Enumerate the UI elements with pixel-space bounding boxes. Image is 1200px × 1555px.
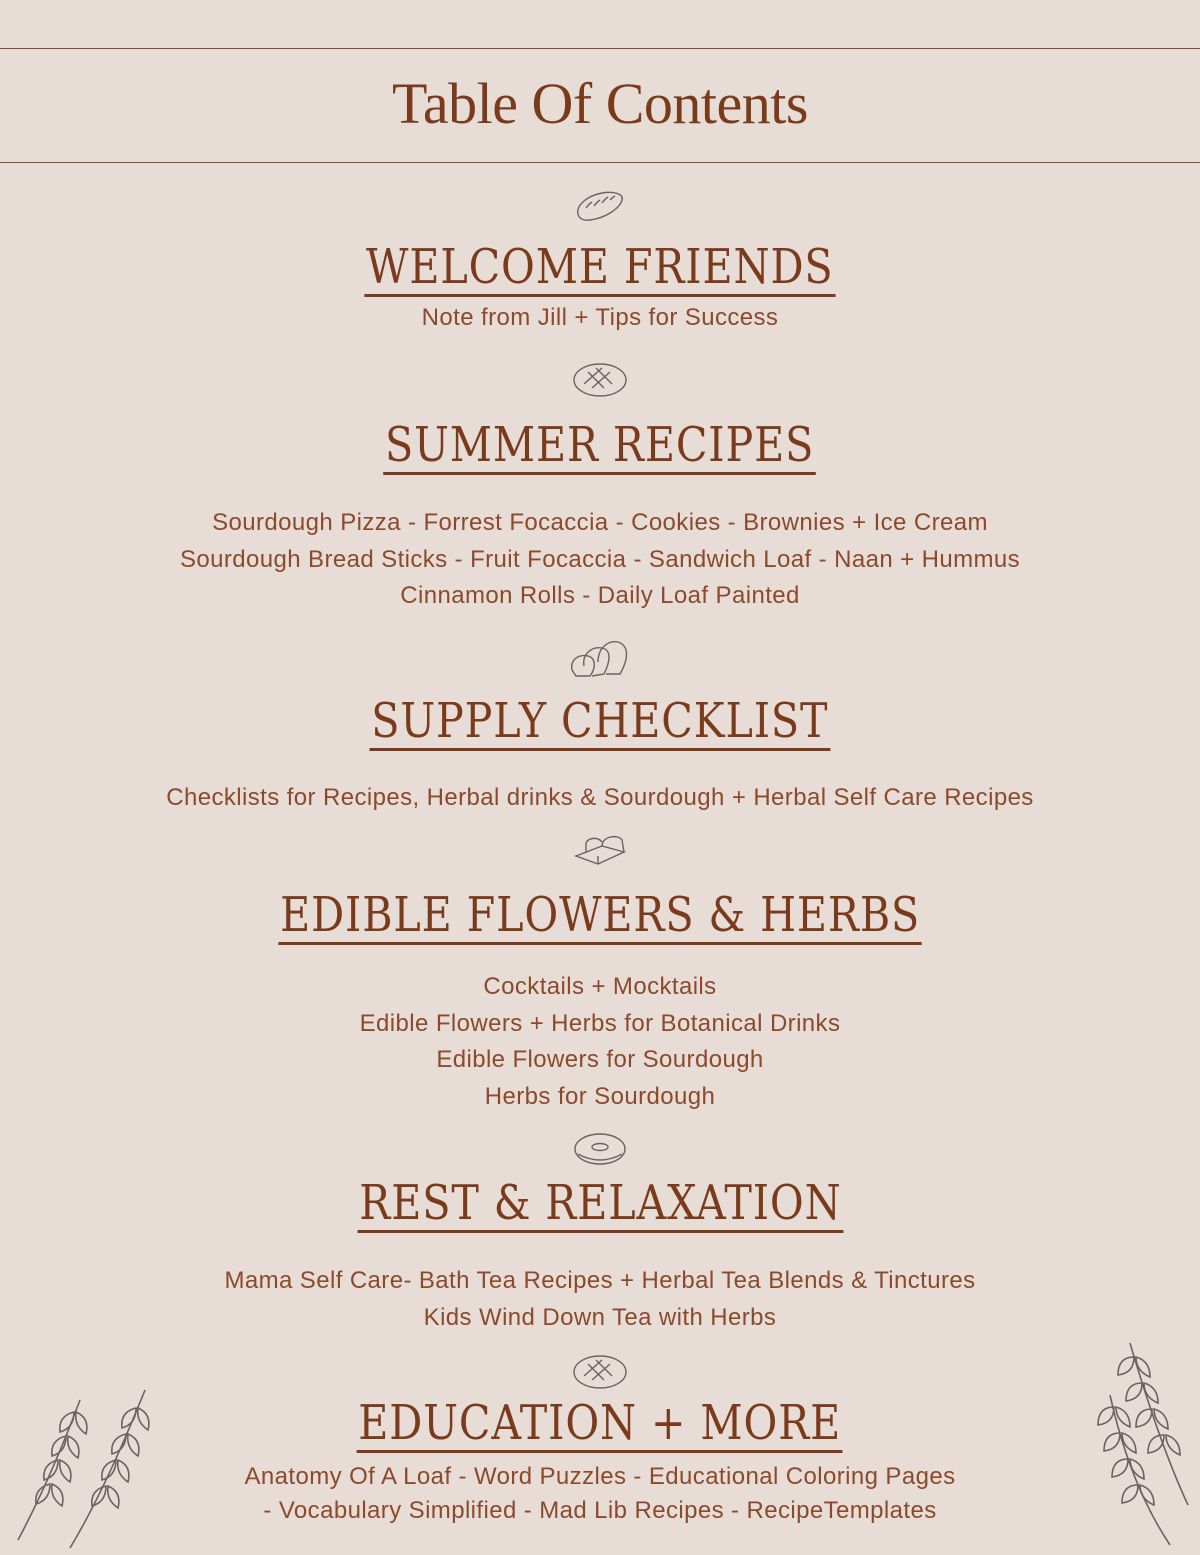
section-line: Edible Flowers + Herbs for Botanical Drinks (359, 1009, 841, 1037)
wheat-right-icon (1070, 1335, 1195, 1555)
section-line: Herbs for Sourdough (484, 1082, 716, 1110)
round-loaf-icon (570, 358, 630, 400)
section-line: Edible Flowers for Sourdough (436, 1046, 764, 1074)
section-line: Sourdough Bread Sticks - Fruit Focaccia - Sandwich Loaf - Naan + Hummus (179, 545, 1021, 573)
section-line: Anatomy Of A Loaf - Word Puzzles - Educational Coloring Pages (244, 1463, 956, 1490)
section-lines-edible (0, 969, 1200, 1115)
title-bottom-rule (0, 162, 1200, 163)
section-lines-supply (0, 780, 1200, 817)
page-title: Table Of Contents (392, 71, 808, 136)
sliced-bread-icon (566, 636, 634, 682)
bread-loaf-icon (572, 830, 628, 870)
section-line: Cinnamon Rolls - Daily Loaf Painted (400, 582, 800, 610)
section-line: - Vocabulary Simplified - Mad Lib Recipes - RecipeTemplates (263, 1497, 937, 1524)
section-heading-welcome: WELCOME FRIENDS (366, 239, 834, 295)
section-heading-summer: SUMMER RECIPES (385, 417, 815, 473)
top-rule (0, 48, 1200, 49)
section-line: Kids Wind Down Tea with Herbs (423, 1303, 777, 1331)
wheat-left-icon (10, 1380, 160, 1555)
section-line: Cocktails + Mocktails (483, 973, 717, 1000)
baguette-icon (572, 186, 628, 226)
section-lines-welcome (0, 300, 1200, 337)
bagel-icon (572, 1130, 628, 1168)
section-heading-supply: SUPPLY CHECKLIST (371, 693, 829, 749)
section-lines-education (0, 1460, 1200, 1528)
section-line: Checklists for Recipes, Herbal drinks & Sourdough + Herbal Self Care Recipes (166, 784, 1034, 811)
section-heading-rest: REST & RELAXATION (358, 1175, 842, 1231)
section-line: Sourdough Pizza - Forrest Focaccia - Cookies - Brownies + Ice Cream (212, 509, 988, 536)
round-loaf-icon (570, 1350, 630, 1392)
section-line: Mama Self Care- Bath Tea Recipes + Herbal Tea Blends & Tinctures (224, 1267, 976, 1294)
section-lines-rest (0, 1263, 1200, 1336)
section-heading-edible: EDIBLE FLOWERS & HERBS (279, 887, 921, 943)
section-line: Note from Jill + Tips for Success (421, 304, 779, 331)
section-heading-education: EDUCATION + MORE (358, 1395, 842, 1451)
section-lines-summer (0, 505, 1200, 615)
